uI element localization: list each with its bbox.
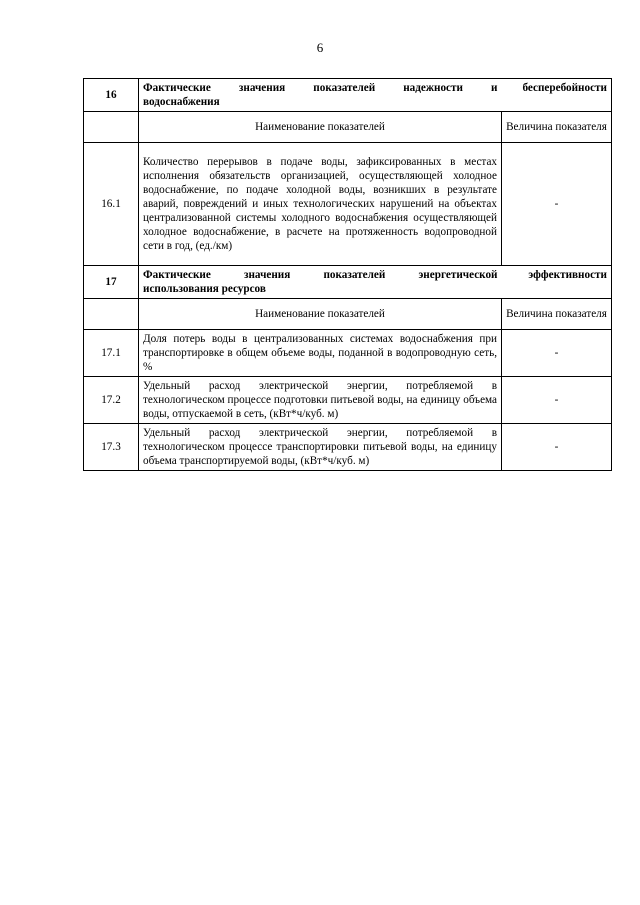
row-value: - — [502, 330, 612, 377]
row-text: Количество перерывов в подаче воды, зафиксированных в местах исполнения обязательств организацией, осуществляющей холодное водоснабжение, по подаче холодной воды, возникших в результате аварий, повреждений и иных технологических нарушений на объектах централизованной системы холодного водоснабжения осуществляющей холодное водоснабжение, в расчете на протяженность водопроводной сети в год, (ед./км) — [139, 143, 502, 266]
row-number: 17.2 — [84, 377, 139, 424]
section-title — [139, 79, 502, 112]
section-title — [139, 266, 502, 299]
section-title-tail — [502, 266, 612, 299]
indicators-table — [83, 78, 612, 471]
section-number: 17 — [84, 266, 139, 299]
section-title-line1: Фактические значения показателей надежности и — [143, 82, 498, 94]
section-17-header — [84, 266, 612, 299]
table-row — [84, 424, 612, 471]
column-header-row — [84, 112, 612, 143]
column-header-name: Наименование показателей — [139, 299, 502, 330]
row-value: - — [502, 377, 612, 424]
page-number: 6 — [316, 40, 324, 55]
empty-cell — [84, 112, 139, 143]
row-value: - — [502, 424, 612, 471]
table-row — [84, 377, 612, 424]
section-16-header — [84, 79, 612, 112]
column-header-row — [84, 299, 612, 330]
row-text: Удельный расход электрической энергии, потребляемой в технологическом процессе подготовки питьевой воды, на единицу объема воды, отпускаемой в сеть, (кВт*ч/куб. м) — [139, 377, 502, 424]
section-title-line1: Фактические значения показателей энергетической — [143, 269, 498, 281]
row-number: 17.1 — [84, 330, 139, 377]
section-title-line2: использования ресурсов — [143, 283, 266, 295]
column-header-name: Наименование показателей — [139, 112, 502, 143]
row-text: Удельный расход электрической энергии, потребляемой в технологическом процессе транспортировки питьевой воды, на единицу объема транспортируемой воды, (кВт*ч/куб. м) — [139, 424, 502, 471]
section-title-line2: водоснабжения — [143, 96, 220, 108]
row-value: - — [502, 143, 612, 266]
table-row — [84, 143, 612, 266]
row-text: Доля потерь воды в централизованных системах водоснабжения при транспортировке в общем объеме воды, поданной в водопроводную сеть, % — [139, 330, 502, 377]
section-number: 16 — [84, 79, 139, 112]
row-number: 17.3 — [84, 424, 139, 471]
table-row — [84, 330, 612, 377]
section-title-tail — [502, 79, 612, 112]
empty-cell — [84, 299, 139, 330]
column-header-value: Величина показателя — [502, 112, 612, 143]
column-header-value: Величина показателя — [502, 299, 612, 330]
section-title-tail-text: бесперебойности — [522, 82, 607, 94]
row-number: 16.1 — [84, 143, 139, 266]
section-title-tail-text: эффективности — [528, 269, 607, 281]
